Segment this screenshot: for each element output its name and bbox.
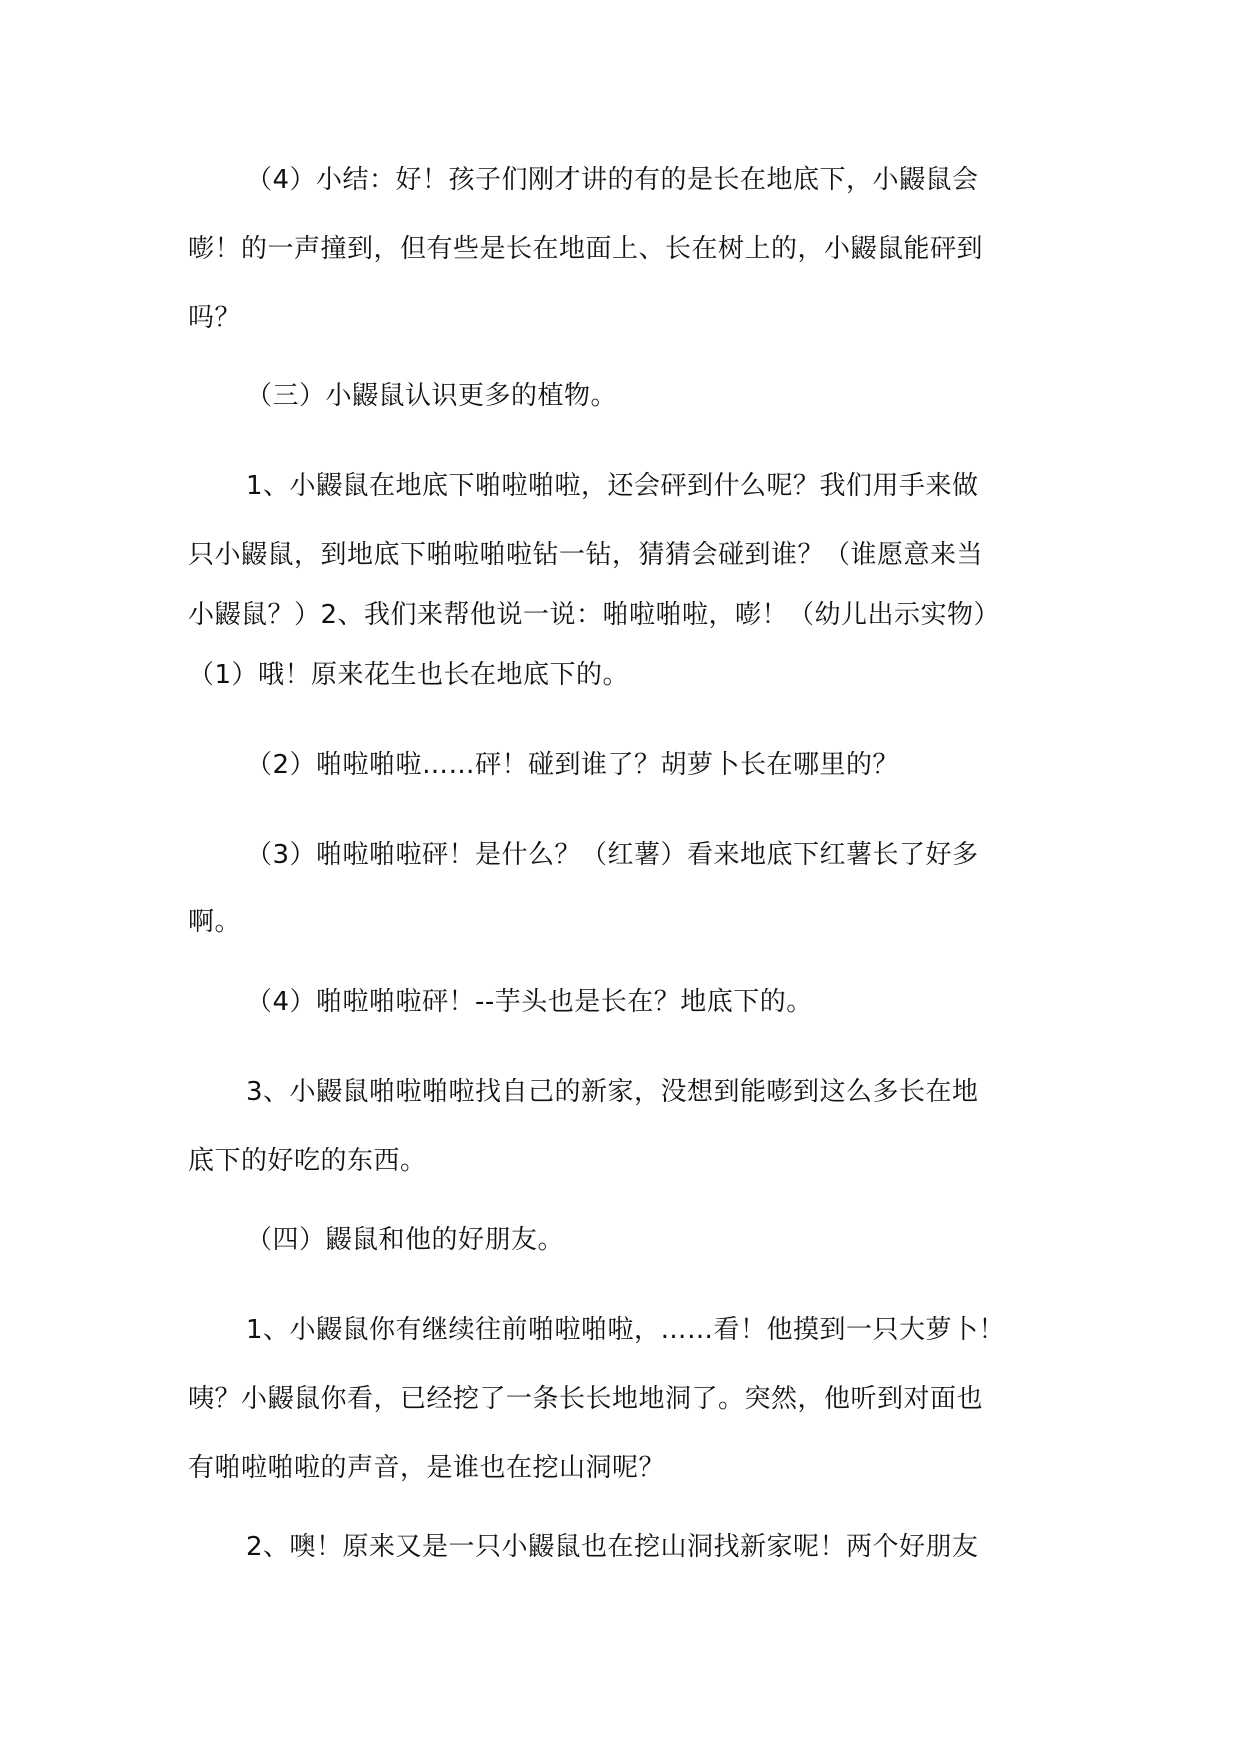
text-line: 咦？小鼹鼠你看，已经挖了一条长长地地洞了。突然，他听到对面也: [188, 1384, 984, 1414]
text-line: （1）哦！原来花生也长在地底下的。: [188, 660, 630, 690]
section-heading: （三）小鼹鼠认识更多的植物。: [246, 381, 618, 411]
text-line: 小鼹鼠？）2、我们来帮他说一说：啪啦啪啦，嘭！（幼儿出示实物）: [188, 600, 1001, 630]
text-line: （4）小结：好！孩子们刚才讲的有的是长在地底下，小鼹鼠会: [246, 165, 979, 195]
section-heading: （四）鼹鼠和他的好朋友。: [246, 1225, 565, 1255]
text-line: （3）啪啦啪啦砰！是什么？（红薯）看来地底下红薯长了好多: [246, 840, 979, 870]
text-line: 只小鼹鼠，到地底下啪啦啪啦钻一钻，猜猜会碰到谁？（谁愿意来当: [188, 540, 984, 570]
text-line: 1、小鼹鼠在地底下啪啦啪啦，还会砰到什么呢？我们用手来做: [246, 471, 979, 501]
text-line: 啊。: [188, 907, 242, 937]
text-line: 吗？: [188, 303, 242, 333]
text-line: 有啪啦啪啦的声音，是谁也在挖山洞呢？: [188, 1453, 666, 1483]
text-line: 1、小鼹鼠你有继续往前啪啦啪啦，……看！他摸到一只大萝卜！: [246, 1315, 1006, 1345]
text-line: 2、噢！原来又是一只小鼹鼠也在挖山洞找新家呢！两个好朋友: [246, 1532, 979, 1562]
text-line: （2）啪啦啪啦……砰！碰到谁了？胡萝卜长在哪里的？: [246, 750, 900, 780]
text-line: 3、小鼹鼠啪啦啪啦找自己的新家，没想到能嘭到这么多长在地: [246, 1077, 979, 1107]
text-line: （4）啪啦啪啦砰！--芋头也是长在？地底下的。: [246, 987, 813, 1017]
text-line: 底下的好吃的东西。: [188, 1146, 427, 1176]
text-line: 嘭！的一声撞到，但有些是长在地面上、长在树上的，小鼹鼠能砰到: [188, 234, 984, 264]
